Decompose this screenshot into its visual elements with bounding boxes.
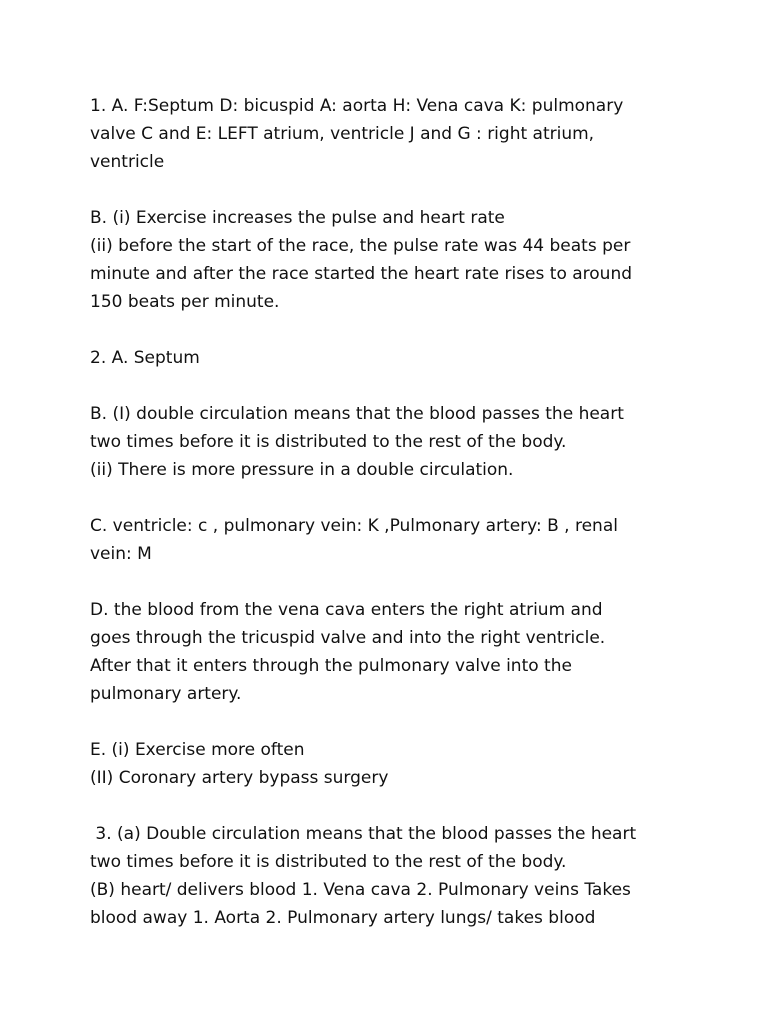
text-line: B. (I) double circulation means that the blood passes the heart	[90, 404, 624, 424]
text-line: two times before it is distributed to the rest of the body.	[90, 852, 567, 872]
text-line: C. ventricle: c , pulmonary vein: K ,Pulmonary artery: B , renal	[90, 516, 618, 536]
text-line: D. the blood from the vena cava enters the right atrium and	[90, 600, 603, 620]
answer-2b	[90, 400, 690, 484]
answer-2d	[90, 596, 690, 708]
answer-1a	[90, 92, 690, 176]
text-line: (II) Coronary artery bypass surgery	[90, 768, 389, 788]
answer-3	[90, 820, 690, 932]
text-line: After that it enters through the pulmonary valve into the	[90, 656, 572, 676]
text-line: two times before it is distributed to the rest of the body.	[90, 432, 567, 452]
document-page	[90, 92, 690, 960]
answer-2c	[90, 512, 690, 568]
text-line: pulmonary artery.	[90, 684, 242, 704]
text-line: B. (i) Exercise increases the pulse and heart rate	[90, 208, 505, 228]
answer-2a	[90, 344, 690, 372]
answer-2e	[90, 736, 690, 792]
text-line: goes through the tricuspid valve and into the right ventricle.	[90, 628, 606, 648]
text-line: blood away 1. Aorta 2. Pulmonary artery lungs/ takes blood	[90, 908, 596, 928]
answer-1b	[90, 204, 690, 316]
text-line: vein: M	[90, 544, 152, 564]
text-line: 3. (a) Double circulation means that the blood passes the heart	[90, 824, 637, 844]
text-line: ventricle	[90, 152, 165, 172]
text-line: (ii) There is more pressure in a double circulation.	[90, 460, 514, 480]
text-line: valve C and E: LEFT atrium, ventricle J and G : right atrium,	[90, 124, 595, 144]
text-line: 150 beats per minute.	[90, 292, 280, 312]
text-line: (B) heart/ delivers blood 1. Vena cava 2. Pulmonary veins Takes	[90, 880, 631, 900]
text-line: 1. A. F:Septum D: bicuspid A: aorta H: Vena cava K: pulmonary	[90, 96, 624, 116]
text-line: minute and after the race started the heart rate rises to around	[90, 264, 633, 284]
text-line: E. (i) Exercise more often	[90, 740, 305, 760]
text-line: (ii) before the start of the race, the pulse rate was 44 beats per	[90, 236, 631, 256]
text-line: 2. A. Septum	[90, 348, 200, 368]
